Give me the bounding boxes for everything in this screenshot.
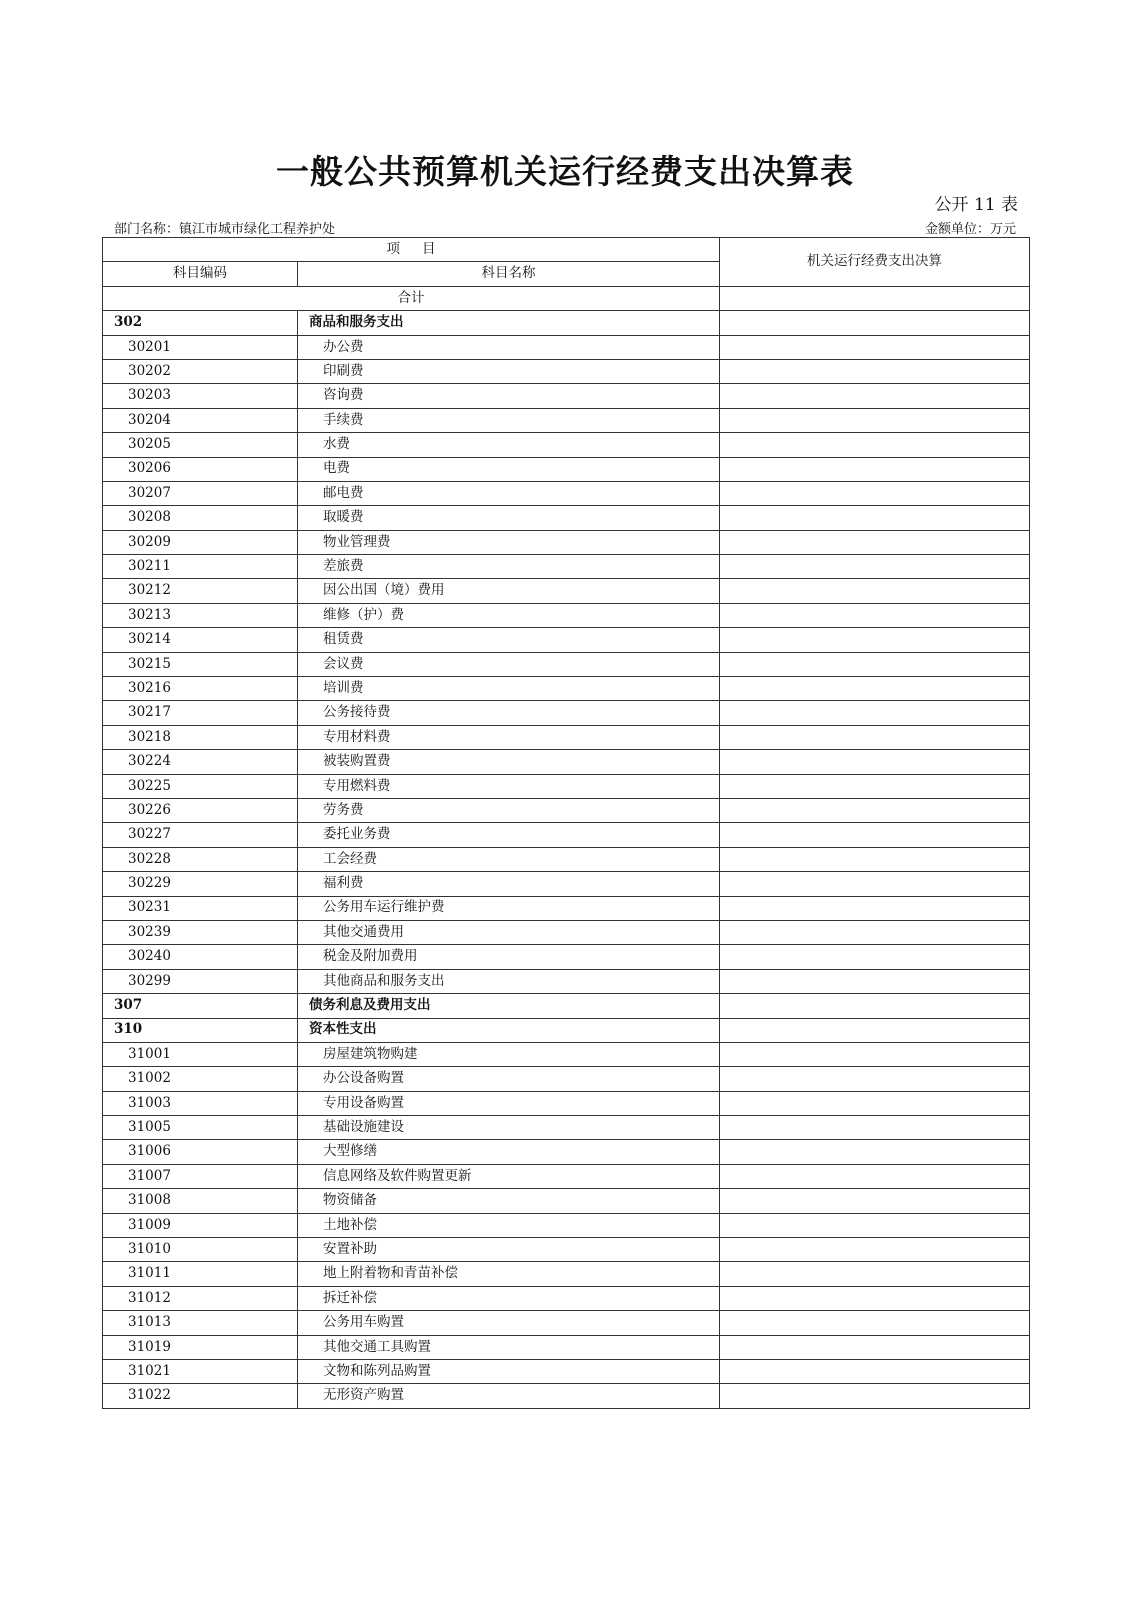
page-title: 一般公共预算机关运行经费支出决算表 bbox=[276, 152, 854, 191]
category-row bbox=[103, 994, 1030, 1018]
subject-name: 商品和服务支出 bbox=[298, 311, 720, 335]
category-row bbox=[103, 1018, 1030, 1042]
table-row bbox=[103, 603, 1030, 627]
subject-code: 31008 bbox=[103, 1189, 298, 1213]
subject-code: 31009 bbox=[103, 1213, 298, 1237]
amount-cell bbox=[720, 481, 1030, 505]
amount-cell bbox=[720, 1359, 1030, 1383]
subject-name: 咨询费 bbox=[298, 384, 720, 408]
table-row bbox=[103, 677, 1030, 701]
subject-code: 31003 bbox=[103, 1091, 298, 1115]
table-row bbox=[103, 847, 1030, 871]
subject-name: 培训费 bbox=[298, 677, 720, 701]
total-label: 合计 bbox=[103, 286, 720, 310]
table-row bbox=[103, 1213, 1030, 1237]
amount-cell bbox=[720, 530, 1030, 554]
amount-cell bbox=[720, 1238, 1030, 1262]
subject-code: 30299 bbox=[103, 969, 298, 993]
amount-cell bbox=[720, 1164, 1030, 1188]
table-row bbox=[103, 701, 1030, 725]
amount-cell bbox=[720, 1067, 1030, 1091]
subject-code: 30217 bbox=[103, 701, 298, 725]
subject-name: 会议费 bbox=[298, 652, 720, 676]
subject-name: 信息网络及软件购置更新 bbox=[298, 1164, 720, 1188]
table-row bbox=[103, 969, 1030, 993]
subject-code: 30231 bbox=[103, 896, 298, 920]
subject-name: 办公设备购置 bbox=[298, 1067, 720, 1091]
subject-name: 无形资产购置 bbox=[298, 1384, 720, 1408]
subject-name: 税金及附加费用 bbox=[298, 945, 720, 969]
subject-code: 30218 bbox=[103, 725, 298, 749]
amount-unit: 金额单位：万元 bbox=[924, 222, 1016, 237]
table-row bbox=[103, 798, 1030, 822]
amount-cell bbox=[720, 1311, 1030, 1335]
amount-cell bbox=[720, 603, 1030, 627]
amount-cell bbox=[720, 652, 1030, 676]
subject-name: 专用燃料费 bbox=[298, 774, 720, 798]
subject-name: 债务利息及费用支出 bbox=[298, 994, 720, 1018]
subject-code: 31001 bbox=[103, 1042, 298, 1066]
subject-code: 30207 bbox=[103, 481, 298, 505]
table-row bbox=[103, 1384, 1030, 1408]
table-row bbox=[103, 408, 1030, 432]
table-row bbox=[103, 555, 1030, 579]
amount-cell bbox=[720, 823, 1030, 847]
subject-name: 水费 bbox=[298, 433, 720, 457]
subject-name: 手续费 bbox=[298, 408, 720, 432]
subject-name: 房屋建筑物购建 bbox=[298, 1042, 720, 1066]
subject-code: 302 bbox=[103, 311, 298, 335]
table-row bbox=[103, 1335, 1030, 1359]
subject-code: 30205 bbox=[103, 433, 298, 457]
subject-code: 31019 bbox=[103, 1335, 298, 1359]
table-row bbox=[103, 1286, 1030, 1310]
subject-code: 31021 bbox=[103, 1359, 298, 1383]
amount-cell bbox=[720, 506, 1030, 530]
department-name: 部门名称：镇江市城市绿化工程养护处 bbox=[114, 222, 336, 237]
subject-name: 其他商品和服务支出 bbox=[298, 969, 720, 993]
amount-cell bbox=[720, 311, 1030, 335]
subject-code: 31022 bbox=[103, 1384, 298, 1408]
amount-cell bbox=[720, 1042, 1030, 1066]
subject-name: 因公出国（境）费用 bbox=[298, 579, 720, 603]
table-row bbox=[103, 872, 1030, 896]
amount-cell bbox=[720, 579, 1030, 603]
amount-cell bbox=[720, 1213, 1030, 1237]
total-amount bbox=[720, 286, 1030, 310]
subject-name: 基础设施建设 bbox=[298, 1116, 720, 1140]
subject-code: 30240 bbox=[103, 945, 298, 969]
subject-name: 电费 bbox=[298, 457, 720, 481]
amount-cell bbox=[720, 774, 1030, 798]
table-row bbox=[103, 774, 1030, 798]
table-row bbox=[103, 1262, 1030, 1286]
subject-code: 31011 bbox=[103, 1262, 298, 1286]
subject-code: 30239 bbox=[103, 920, 298, 944]
table-row bbox=[103, 1140, 1030, 1164]
amount-cell bbox=[720, 798, 1030, 822]
table-row bbox=[103, 896, 1030, 920]
amount-cell bbox=[720, 628, 1030, 652]
table-row bbox=[103, 750, 1030, 774]
amount-cell bbox=[720, 1335, 1030, 1359]
subject-code: 30202 bbox=[103, 359, 298, 383]
subject-code: 31010 bbox=[103, 1238, 298, 1262]
subject-name: 公务用车购置 bbox=[298, 1311, 720, 1335]
table-row bbox=[103, 1164, 1030, 1188]
subject-name: 土地补偿 bbox=[298, 1213, 720, 1237]
subject-code: 30209 bbox=[103, 530, 298, 554]
amount-cell bbox=[720, 1384, 1030, 1408]
amount-cell bbox=[720, 1091, 1030, 1115]
subject-name: 专用材料费 bbox=[298, 725, 720, 749]
amount-cell bbox=[720, 969, 1030, 993]
subject-name: 文物和陈列品购置 bbox=[298, 1359, 720, 1383]
subject-code: 31002 bbox=[103, 1067, 298, 1091]
subject-code: 31013 bbox=[103, 1311, 298, 1335]
table-row bbox=[103, 945, 1030, 969]
subject-name: 资本性支出 bbox=[298, 1018, 720, 1042]
subject-code: 30227 bbox=[103, 823, 298, 847]
subject-code: 30206 bbox=[103, 457, 298, 481]
subject-name: 办公费 bbox=[298, 335, 720, 359]
subject-code: 30204 bbox=[103, 408, 298, 432]
subject-name: 邮电费 bbox=[298, 481, 720, 505]
amount-cell bbox=[720, 359, 1030, 383]
subject-code: 30229 bbox=[103, 872, 298, 896]
table-row bbox=[103, 823, 1030, 847]
header-amount: 机关运行经费支出决算 bbox=[720, 238, 1030, 287]
amount-cell bbox=[720, 750, 1030, 774]
table-row bbox=[103, 1359, 1030, 1383]
table-row bbox=[103, 530, 1030, 554]
subject-code: 30212 bbox=[103, 579, 298, 603]
subject-code: 30213 bbox=[103, 603, 298, 627]
header-name: 科目名称 bbox=[298, 262, 720, 286]
subject-name: 安置补助 bbox=[298, 1238, 720, 1262]
header-item: 项目 bbox=[103, 238, 720, 262]
subject-name: 工会经费 bbox=[298, 847, 720, 871]
subject-name: 大型修缮 bbox=[298, 1140, 720, 1164]
amount-cell bbox=[720, 1286, 1030, 1310]
table-row bbox=[103, 1091, 1030, 1115]
amount-cell bbox=[720, 725, 1030, 749]
table-row bbox=[103, 1067, 1030, 1091]
amount-cell bbox=[720, 433, 1030, 457]
subject-name: 取暖费 bbox=[298, 506, 720, 530]
amount-cell bbox=[720, 555, 1030, 579]
subject-name: 公务接待费 bbox=[298, 701, 720, 725]
subject-code: 30216 bbox=[103, 677, 298, 701]
subject-name: 租赁费 bbox=[298, 628, 720, 652]
subject-code: 31006 bbox=[103, 1140, 298, 1164]
amount-cell bbox=[720, 847, 1030, 871]
table-row bbox=[103, 1311, 1030, 1335]
subject-code: 31012 bbox=[103, 1286, 298, 1310]
subject-name: 拆迁补偿 bbox=[298, 1286, 720, 1310]
total-row bbox=[103, 286, 1030, 310]
header-code: 科目编码 bbox=[103, 262, 298, 286]
amount-cell bbox=[720, 872, 1030, 896]
category-row bbox=[103, 311, 1030, 335]
table-row bbox=[103, 1238, 1030, 1262]
budget-table bbox=[102, 237, 1030, 1409]
amount-cell bbox=[720, 384, 1030, 408]
table-row bbox=[103, 1116, 1030, 1140]
amount-cell bbox=[720, 896, 1030, 920]
subject-name: 差旅费 bbox=[298, 555, 720, 579]
subject-code: 30225 bbox=[103, 774, 298, 798]
subject-code: 30201 bbox=[103, 335, 298, 359]
amount-cell bbox=[720, 920, 1030, 944]
subject-name: 委托业务费 bbox=[298, 823, 720, 847]
table-row bbox=[103, 481, 1030, 505]
table-row bbox=[103, 652, 1030, 676]
subject-code: 30228 bbox=[103, 847, 298, 871]
subject-code: 30215 bbox=[103, 652, 298, 676]
table-row bbox=[103, 1189, 1030, 1213]
table-row bbox=[103, 628, 1030, 652]
table-row bbox=[103, 725, 1030, 749]
table-row bbox=[103, 335, 1030, 359]
subject-name: 其他交通费用 bbox=[298, 920, 720, 944]
subject-name: 维修（护）费 bbox=[298, 603, 720, 627]
amount-cell bbox=[720, 457, 1030, 481]
table-number: 公开 11 表 bbox=[934, 195, 1018, 215]
subject-code: 310 bbox=[103, 1018, 298, 1042]
subject-name: 其他交通工具购置 bbox=[298, 1335, 720, 1359]
subject-code: 30214 bbox=[103, 628, 298, 652]
subject-code: 30211 bbox=[103, 555, 298, 579]
table-row bbox=[103, 920, 1030, 944]
table-row bbox=[103, 359, 1030, 383]
amount-cell bbox=[720, 677, 1030, 701]
subject-code: 30224 bbox=[103, 750, 298, 774]
amount-cell bbox=[720, 1018, 1030, 1042]
subject-name: 物业管理费 bbox=[298, 530, 720, 554]
amount-cell bbox=[720, 701, 1030, 725]
amount-cell bbox=[720, 1116, 1030, 1140]
subject-name: 地上附着物和青苗补偿 bbox=[298, 1262, 720, 1286]
table-row bbox=[103, 384, 1030, 408]
subject-name: 被装购置费 bbox=[298, 750, 720, 774]
amount-cell bbox=[720, 408, 1030, 432]
amount-cell bbox=[720, 1262, 1030, 1286]
subject-code: 30208 bbox=[103, 506, 298, 530]
subject-code: 30226 bbox=[103, 798, 298, 822]
subject-name: 劳务费 bbox=[298, 798, 720, 822]
amount-cell bbox=[720, 1189, 1030, 1213]
subject-name: 物资储备 bbox=[298, 1189, 720, 1213]
subject-code: 307 bbox=[103, 994, 298, 1018]
amount-cell bbox=[720, 994, 1030, 1018]
subject-name: 公务用车运行维护费 bbox=[298, 896, 720, 920]
amount-cell bbox=[720, 335, 1030, 359]
table-row bbox=[103, 1042, 1030, 1066]
table-row bbox=[103, 433, 1030, 457]
amount-cell bbox=[720, 1140, 1030, 1164]
subject-code: 31007 bbox=[103, 1164, 298, 1188]
amount-cell bbox=[720, 945, 1030, 969]
subject-code: 30203 bbox=[103, 384, 298, 408]
table-row bbox=[103, 579, 1030, 603]
subject-code: 31005 bbox=[103, 1116, 298, 1140]
subject-name: 专用设备购置 bbox=[298, 1091, 720, 1115]
subject-name: 福利费 bbox=[298, 872, 720, 896]
subject-name: 印刷费 bbox=[298, 359, 720, 383]
table-row bbox=[103, 457, 1030, 481]
table-row bbox=[103, 506, 1030, 530]
